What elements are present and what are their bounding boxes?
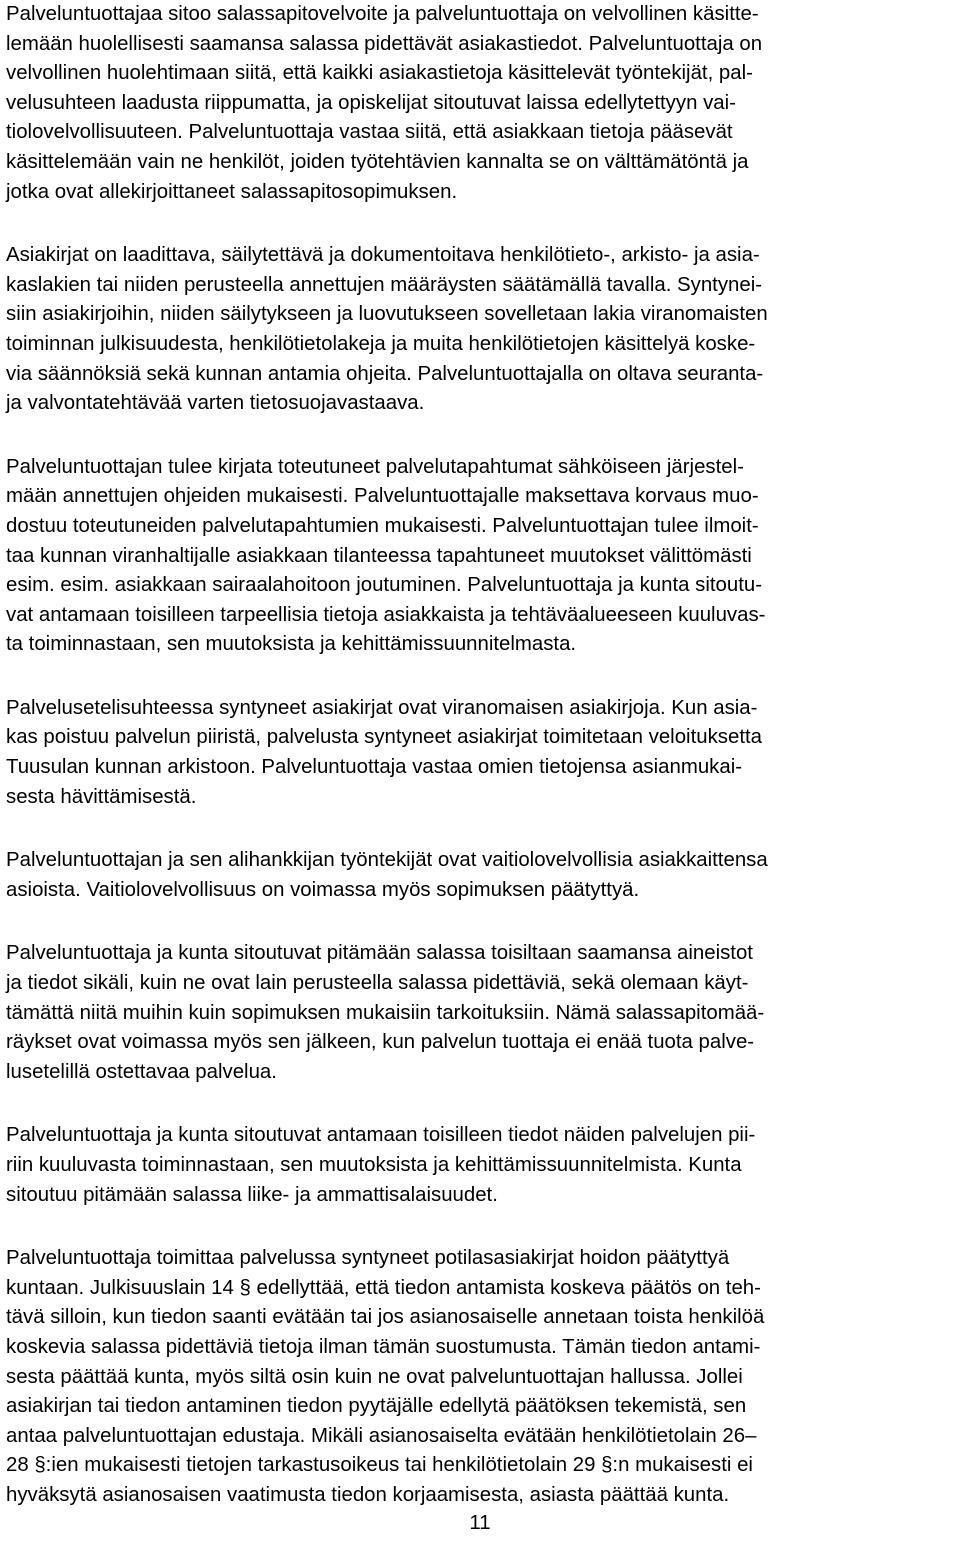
text-line: räykset ovat voimassa myös sen jälkeen, kun palvelun tuottaja ei enää tuota palve-: [6, 1031, 755, 1054]
text-line: lemään huolellisesti saamansa salassa pidettävät asiakastiedot. Palveluntuottaja on: [6, 32, 763, 55]
text-line: toiminnan julkisuudesta, henkilötietolakeja ja muita henkilötietojen käsittelyä koske-: [6, 332, 756, 355]
text-line: Palveluntuottaja ja kunta sitoutuvat antamaan toisilleen tiedot näiden palvelujen pii-: [6, 1124, 756, 1147]
text-line: kaslakien tai niiden perusteella annettujen määräysten säätämällä tavalla. Syntynei-: [6, 273, 763, 296]
text-line: Asiakirjat on laadittava, säilytettävä ja dokumentoitava henkilötieto-, arkisto- ja asia-: [6, 244, 760, 267]
text-line: Palvelusetelisuhteessa syntyneet asiakirjat ovat viranomaisen asiakirjoja. Kun asia-: [6, 696, 758, 719]
text-line: siin asiakirjoihin, niiden säilytykseen ja luovutukseen sovelletaan lakia viranomaisten: [6, 303, 768, 326]
text-line: 28 §:ien mukaisesti tietojen tarkastusoikeus tai henkilötietolain 29 §:n mukaisesti ei: [6, 1454, 753, 1477]
text-line: tämättä niitä muihin kuin sopimuksen mukaisiin tarkoituksiin. Nämä salassapitomää-: [6, 1001, 765, 1024]
document-page: [6, 0, 954, 1545]
paragraph-information-exchange: [6, 1121, 954, 1210]
text-line: taa kunnan viranhaltijalle asiakkaan tilanteessa tapahtuneet muutokset välittömästi: [6, 544, 752, 567]
text-line: ja tiedot sikäli, kuin ne ovat lain perusteella salassa pidettäviä, sekä olemaan käyt-: [6, 972, 749, 995]
text-line: lusetelillä ostettavaa palvelua.: [6, 1060, 277, 1083]
text-line: riin kuuluvasta toiminnastaan, sen muutoksista ja kehittämissuunnitelmista. Kunta: [6, 1154, 742, 1176]
paragraph-mutual-secrecy: [6, 939, 954, 1087]
text-line: hyväksytä asianosaisen vaatimusta tiedon korjaamisesta, asiasta päättää kunta.: [6, 1483, 730, 1506]
text-line: sitoutuu pitämään salassa liike- ja ammattisalaisuudet.: [6, 1183, 498, 1206]
paragraph-secrecy-employees: [6, 846, 954, 905]
text-line: sesta hävittämisestä.: [6, 785, 197, 808]
text-line: antaa palveluntuottajan edustaja. Mikäli asianosaiselta evätään henkilötietolain 26–: [6, 1424, 757, 1447]
page-number: 11: [469, 1512, 491, 1534]
text-line: velvollinen huolehtimaan siitä, että kaikki asiakastietoja käsittelevät työntekijät, pal-: [6, 62, 753, 85]
text-line: Palveluntuottajan tulee kirjata toteutuneet palvelutapahtumat sähköiseen järjestel-: [6, 455, 744, 478]
text-line: kuntaan. Julkisuuslain 14 § edellyttää, että tiedon antamista koskeva päätös on teh-: [6, 1276, 761, 1299]
text-line: kas poistuu palvelun piiristä, palvelusta syntyneet asiakirjat toimitetaan veloituksetta: [6, 726, 762, 749]
text-line: via säännöksiä sekä kunnan antamia ohjeita. Palveluntuottajalla on oltava seuranta-: [6, 362, 764, 385]
text-line: koskevia salassa pidettäviä tietoja ilman tämän suostumusta. Tämän tiedon antami-: [6, 1335, 761, 1358]
text-line: dostuu toteutuneiden palvelutapahtumien mukaisesti. Palveluntuottajan tulee ilmoit-: [6, 514, 759, 537]
text-line: Palveluntuottaja toimittaa palvelussa syntyneet potilasasiakirjat hoidon päätyttyä: [6, 1247, 730, 1270]
text-line: Palveluntuottajaa sitoo salassapitovelvoite ja palveluntuottaja on velvollinen käsitte-: [6, 3, 759, 25]
text-line: asioista. Vaitiolovelvollisuus on voimassa myös sopimuksen päätyttyä.: [6, 878, 640, 901]
text-line: Palveluntuottajan ja sen alihankkijan työntekijät ovat vaitiolovelvollisia asiakkaittensa: [6, 849, 768, 872]
text-line: Tuusulan kunnan arkistoon. Palveluntuottaja vastaa omien tietojensa asianmukai-: [6, 756, 743, 779]
paragraph-confidentiality: [6, 0, 954, 207]
text-line: sesta päättää kunta, myös siltä osin kuin ne ovat palveluntuottajan hallussa. Jollei: [6, 1365, 743, 1388]
text-line: ja valvontatehtävää varten tietosuojavastaava.: [6, 392, 425, 415]
text-line: vat antamaan toisilleen tarpeellisia tietoja asiakkaista ja tehtäväalueeseen kuuluvas-: [6, 603, 766, 626]
text-line: ta toiminnastaan, sen muutoksista ja kehittämissuunnitelmasta.: [6, 633, 577, 656]
paragraph-voucher-documents: [6, 694, 954, 812]
paragraph-patient-records: [6, 1244, 954, 1510]
paragraph-recording: [6, 453, 954, 660]
text-line: velusuhteen laadusta riippumatta, ja opiskelijat sitoutuvat laissa edellytettyyn vai-: [6, 91, 736, 114]
text-line: tiolovelvollisuuteen. Palveluntuottaja vastaa siitä, että asiakkaan tietoja pääsevät: [6, 121, 733, 144]
text-line: Palveluntuottaja ja kunta sitoutuvat pitämään salassa toisiltaan saamansa aineistot: [6, 942, 753, 965]
text-line: esim. esim. asiakkaan sairaalahoitoon joutuminen. Palveluntuottaja ja kunta sitoutu-: [6, 574, 763, 597]
paragraph-documents: [6, 241, 954, 419]
text-line: tävä silloin, kun tiedon saanti evätään tai jos asianosaiselle annetaan toista henkilöä: [6, 1306, 765, 1329]
text-line: mään annettujen ohjeiden mukaisesti. Palveluntuottajalle maksettava korvaus muo-: [6, 485, 759, 508]
text-line: jotka ovat allekirjoittaneet salassapitosopimuksen.: [6, 180, 458, 203]
text-line: asiakirjan tai tiedon antaminen tiedon pyytäjälle edellytä päätöksen tekemistä, sen: [6, 1395, 747, 1418]
text-line: käsittelemään vain ne henkilöt, joiden työtehtävien kannalta se on välttämätöntä ja: [6, 150, 749, 173]
